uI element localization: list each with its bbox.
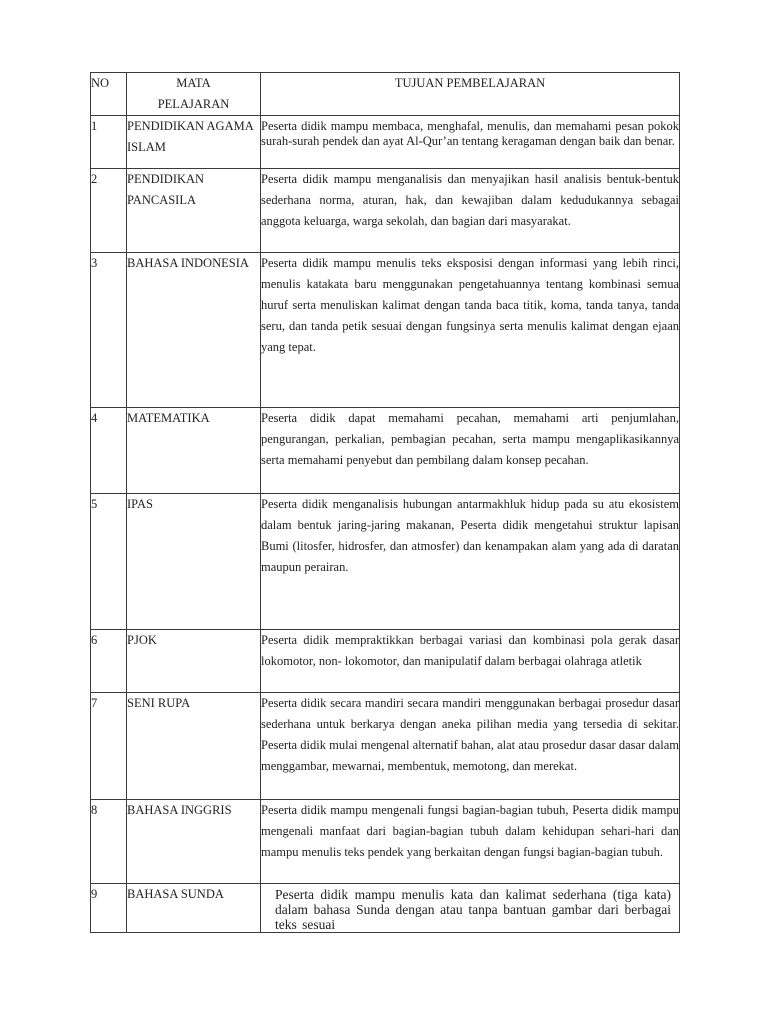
row-goal: Peserta didik secara mandiri secara mandiri menggunakan berbagai prosedur dasar sederhana untuk berkarya dengan aneka pilihan media yang tersedia di sekitar. Peserta didik mulai mengenal alternatif bahan, alat atau prosedur dasar dasar dalam menggambar, mewarnai, membentuk, memotong, dan merekat.	[261, 693, 680, 800]
row-goal: Peserta didik menganalisis hubungan antarmakhluk hidup pada su atu ekosistem dalam bentuk jaring-jaring makanan, Peserta didik mengetahui struktur lapisan Bumi (litosfer, hidrosfer, dan atmosfer) dan kenampakan alam yang ada di daratan maupun perairan.	[261, 494, 680, 630]
row-subject: IPAS	[127, 494, 261, 630]
table-row	[91, 630, 680, 693]
row-number: 7	[91, 693, 127, 800]
row-goal: Peserta didik mampu mengenali fungsi bagian-bagian tubuh, Peserta didik mampu mengenali manfaat dari bagian-bagian tubuh dalam kehidupan sehari-hari dan mampu menulis teks pendek yang berkaitan dengan fungsi bagian-bagian tubuh.	[261, 800, 680, 884]
row-number: 8	[91, 800, 127, 884]
row-goal: Peserta didik mempraktikkan berbagai variasi dan kombinasi pola gerak dasar lokomotor, non- lokomotor, dan manipulatif dalam berbagai olahraga atletik	[261, 630, 680, 693]
row-number: 2	[91, 169, 127, 253]
row-number: 5	[91, 494, 127, 630]
table-row	[91, 884, 680, 933]
table-header-row	[91, 73, 680, 116]
row-number: 1	[91, 116, 127, 169]
row-goal: Peserta didik mampu membaca, menghafal, menulis, dan memahami pesan pokok surah-surah pendek dan ayat Al-Qur’an tentang keragaman dengan baik dan benar.	[261, 116, 680, 169]
table-row	[91, 169, 680, 253]
row-subject: MATEMATIKA	[127, 408, 261, 494]
row-subject: PJOK	[127, 630, 261, 693]
row-goal: Peserta didik mampu menganalisis dan menyajikan hasil analisis bentuk-bentuk sederhana norma, aturan, hak, dan kewajiban dalam kedudukannya sebagai anggota keluarga, warga sekolah, dan bagian dari masyarakat.	[261, 169, 680, 253]
row-number: 3	[91, 253, 127, 408]
row-subject: PENDIDIKAN PANCASILA	[127, 169, 261, 253]
row-subject: PENDIDIKAN AGAMA ISLAM	[127, 116, 261, 169]
table-row	[91, 253, 680, 408]
row-number: 4	[91, 408, 127, 494]
row-goal: Peserta didik mampu menulis teks eksposisi dengan informasi yang lebih rinci, menulis katakata baru menggunakan pengetahuannya tentang kombinasi semua huruf serta menuliskan kalimat dengan tanda baca titik, koma, tanda tanya, tanda seru, dan tanda petik sesuai dengan fungsinya serta menulis kalimat dengan ejaan yang tepat.	[261, 253, 680, 408]
row-subject: BAHASA INDONESIA	[127, 253, 261, 408]
row-subject: BAHASA SUNDA	[127, 884, 261, 933]
table-row	[91, 800, 680, 884]
table-row	[91, 693, 680, 800]
row-subject: SENI RUPA	[127, 693, 261, 800]
row-goal: Peserta didik dapat memahami pecahan, memahami arti penjumlahan, pengurangan, perkalian, pembagian pecahan, serta mampu mengaplikasikannya serta memahami penyebut dan pembilang dalam konsep pecahan.	[261, 408, 680, 494]
row-goal: Peserta didik mampu menulis kata dan kalimat sederhana (tiga kata) dalam bahasa Sunda dengan atau tanpa bantuan gambar dari berbagai teks sesuai	[261, 884, 680, 933]
table-row	[91, 408, 680, 494]
learning-goals-table	[90, 72, 680, 933]
header-goal: TUJUAN PEMBELAJARAN	[261, 73, 680, 116]
row-number: 9	[91, 884, 127, 933]
header-subject: MATA PELAJARAN	[127, 73, 261, 116]
table-row	[91, 116, 680, 169]
row-number: 6	[91, 630, 127, 693]
header-no: NO	[91, 73, 127, 116]
table-row	[91, 494, 680, 630]
row-subject: BAHASA INGGRIS	[127, 800, 261, 884]
